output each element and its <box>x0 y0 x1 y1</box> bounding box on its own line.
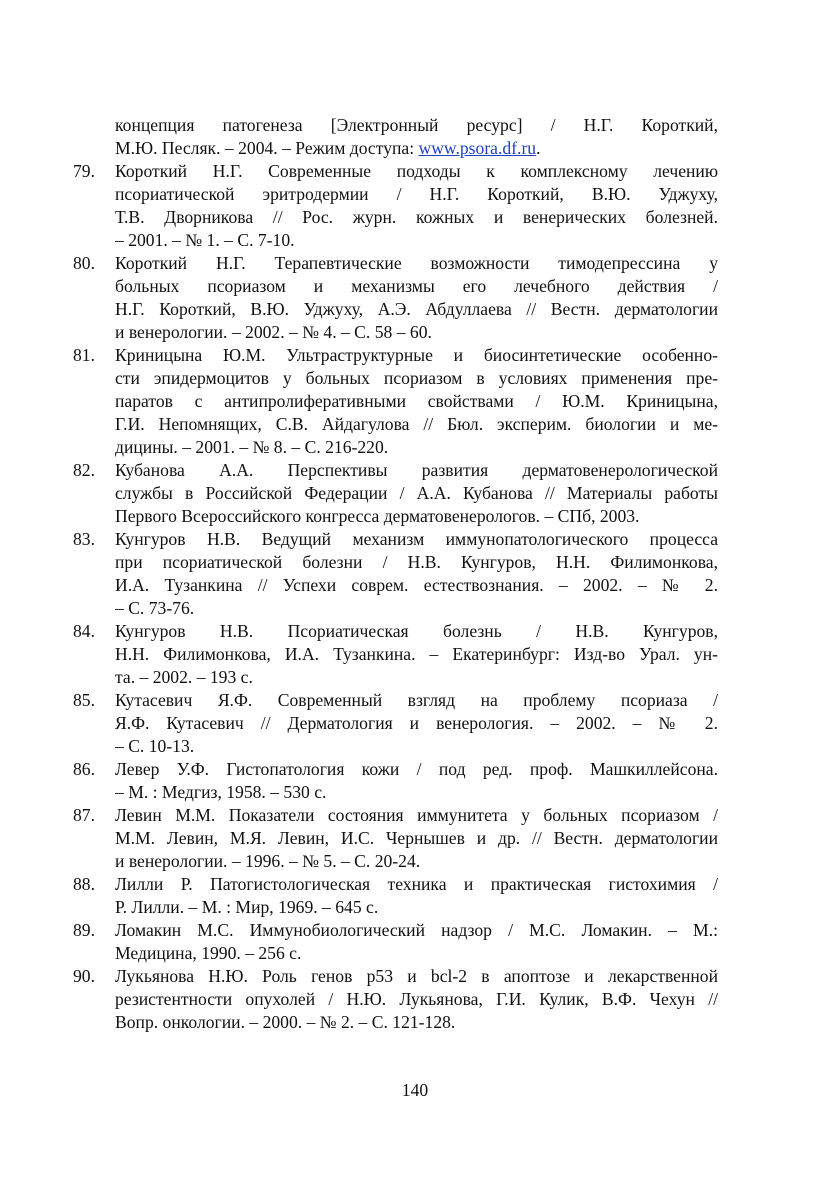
reference-text <box>115 873 718 919</box>
reference-text <box>115 965 718 1034</box>
reference-line: И.А. Тузанкина // Успехи соврем. естествознания. – 2002. – № 2. <box>115 575 718 595</box>
reference-line: Лукьянова Н.Ю. Роль генов p53 и bcl-2 в апоптозе и лекарственной <box>115 966 718 986</box>
reference-text <box>115 344 718 459</box>
reference-line: – 2001. – № 1. – С. 7-10. <box>115 230 295 250</box>
reference-line: – М. : Медгиз, 1958. – 530 с. <box>115 782 327 802</box>
reference-line: псориатической эритродермии / Н.Г. Короткий, В.Ю. Уджуху, <box>115 184 718 204</box>
reference-line: – С. 10-13. <box>115 736 195 756</box>
reference-number: 89. <box>73 920 95 940</box>
reference-line: Н.Н. Филимонкова, И.А. Тузанкина. – Екатеринбург: Изд-во Урал. ун- <box>115 644 718 664</box>
reference-text <box>115 620 718 689</box>
reference-item <box>73 965 718 1034</box>
reference-number: 83. <box>73 529 95 549</box>
reference-text <box>115 758 718 804</box>
reference-number: 86. <box>73 759 95 779</box>
reference-line: Кутасевич Я.Ф. Современный взгляд на проблему псориаза / <box>115 690 718 710</box>
reference-line: резистентности опухолей / Н.Ю. Лукьянова, Г.И. Кулик, В.Ф. Чехун // <box>115 989 718 1009</box>
reference-number: 79. <box>73 161 95 181</box>
web-link[interactable]: www.psora.df.ru <box>418 138 537 158</box>
reference-line: Г.И. Непомнящих, С.В. Айдагулова // Бюл. эксперим. биологии и ме- <box>115 414 718 434</box>
reference-line: Криницына Ю.М. Ультраструктурные и биосинтетические особенно- <box>115 345 718 365</box>
reference-line: Я.Ф. Кутасевич // Дерматология и венерология. – 2002. – № 2. <box>115 713 718 733</box>
reference-number: 81. <box>73 345 95 365</box>
reference-line: Ломакин М.С. Иммунобиологический надзор / М.С. Ломакин. – М.: <box>115 920 718 940</box>
reference-line: Короткий Н.Г. Терапевтические возможности тимодепрессина у <box>115 253 718 273</box>
reference-text <box>115 252 718 344</box>
reference-line: Кунгуров Н.В. Ведущий механизм иммунопатологического процесса <box>115 529 718 549</box>
reference-text <box>115 459 718 528</box>
reference-item <box>73 459 718 528</box>
reference-item <box>73 873 718 919</box>
reference-item <box>73 804 718 873</box>
reference-item <box>73 344 718 459</box>
reference-text <box>115 528 718 620</box>
reference-text <box>115 160 718 252</box>
reference-item <box>73 160 718 252</box>
reference-line: Медицина, 1990. – 256 с. <box>115 943 302 963</box>
reference-line: М.М. Левин, М.Я. Левин, И.С. Чернышев и др. // Вестн. дерматологии <box>115 828 718 848</box>
reference-number: 87. <box>73 805 95 825</box>
reference-item <box>73 620 718 689</box>
reference-number: 82. <box>73 460 95 480</box>
reference-item <box>73 758 718 804</box>
reference-list <box>73 114 718 1034</box>
reference-line: Вопр. онкологии. – 2000. – № 2. – С. 121-128. <box>115 1012 456 1032</box>
reference-line: Т.В. Дворникова // Рос. журн. кожных и венерических болезней. <box>115 207 718 227</box>
reference-number: 88. <box>73 874 95 894</box>
reference-line: та. – 2002. – 193 с. <box>115 667 253 687</box>
reference-continuation <box>73 114 718 160</box>
reference-line <box>115 137 718 160</box>
reference-line: и венерологии. – 1996. – № 5. – С. 20-24. <box>115 851 421 871</box>
reference-line: Р. Лилли. – М. : Мир, 1969. – 645 с. <box>115 897 379 917</box>
reference-line: больных псориазом и механизмы его лечебного действия / <box>115 276 718 296</box>
reference-line: при псориатической болезни / Н.В. Кунгуров, Н.Н. Филимонкова, <box>115 552 718 572</box>
reference-line: Н.Г. Короткий, В.Ю. Уджуху, А.Э. Абдуллаева // Вестн. дерматологии <box>115 299 718 319</box>
reference-number: 84. <box>73 621 95 641</box>
reference-line: Левин М.М. Показатели состояния иммунитета у больных псориазом / <box>115 805 718 825</box>
reference-line: Кубанова А.А. Перспективы развития дерматовенерологической <box>115 460 718 480</box>
reference-item <box>73 252 718 344</box>
reference-line: концепция патогенеза [Электронный ресурс] / Н.Г. Короткий, <box>115 115 718 135</box>
reference-line: Короткий Н.Г. Современные подходы к комплексному лечению <box>115 161 718 181</box>
reference-item <box>73 919 718 965</box>
reference-line: Первого Всероссийского конгресса дерматовенерологов. – СПб, 2003. <box>115 506 640 526</box>
reference-line: Кунгуров Н.В. Псориатическая болезнь / Н.В. Кунгуров, <box>115 621 718 641</box>
reference-number: 85. <box>73 690 95 710</box>
reference-number: 80. <box>73 253 95 273</box>
reference-text-part: . <box>536 138 541 158</box>
reference-text <box>115 919 718 965</box>
reference-text <box>115 689 718 758</box>
reference-line: сти эпидермоцитов у больных псориазом в условиях применения пре- <box>115 368 718 388</box>
reference-item <box>73 528 718 620</box>
reference-line: Левер У.Ф. Гистопатология кожи / под ред. проф. Машкиллейсона. <box>115 759 718 779</box>
reference-line: дицины. – 2001. – № 8. – С. 216-220. <box>115 437 389 457</box>
reference-number: 90. <box>73 966 95 986</box>
page-number: 140 <box>401 1080 429 1100</box>
reference-item <box>73 689 718 758</box>
reference-line: и венерологии. – 2002. – № 4. – С. 58 – 60. <box>115 322 432 342</box>
reference-line: службы в Российской Федерации / А.А. Кубанова // Материалы работы <box>115 483 718 503</box>
reference-line: Лилли Р. Патогистологическая техника и практическая гистохимия / <box>115 874 718 894</box>
reference-text <box>115 804 718 873</box>
reference-line: – С. 73-76. <box>115 598 195 618</box>
reference-line: паратов с антипролиферативными свойствами / Ю.М. Криницына, <box>115 391 718 411</box>
reference-text-part: М.Ю. Песляк. – 2004. – Режим доступа: <box>115 138 419 158</box>
